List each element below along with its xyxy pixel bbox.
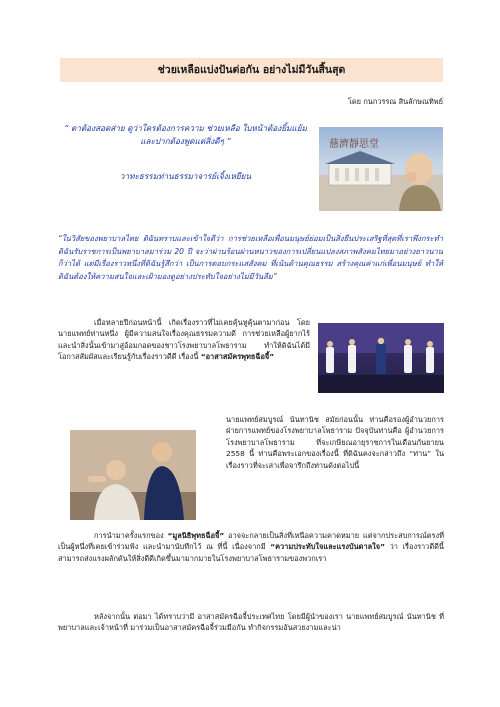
photo-stage-drawing [318, 323, 444, 393]
photo-doctor-drawing [70, 430, 196, 520]
intro-paragraph: “ในวิสัยของพยาบาลไทย ดิฉันทราบและเข้าใจดีว่า การช่วยเหลือเพื่อนมนุษย์ย่อมเป็นสิ่งยืนประเสริฐที่สุดที่เราพึงกระทำ ดิฉันรับราชการเป็นพยาบาลมาร่วม 20 ปี จะว่าผ่านร้อนผ่านหนาวของการเปลี่ยนแปลงสภาพสังคมไทยมาอย่างยาวนานก็ว่าได้ แต่มีเรื่องราวหนึ่งที่ดิฉันรู้สึกว่า เป็นการตอบกระแสสังคม ที่เน้นด้านคุณธรรม สร้างคุณค่าแก่เพื่อนมนุษย์ ทำให้ดิฉันต้องให้ความสนใจและเฝ้ามองดูอย่างประทับใจอย่างไม่มีวันลืม” [58, 234, 443, 281]
paragraph-3-text-a: การนำมาครั้งแรกของ [94, 531, 164, 540]
photo-doctor-with-patient [70, 430, 196, 520]
paragraph-4 [58, 611, 444, 634]
paragraph-3-bold-1: “มูลนิธิพุทธฉือจี้” [167, 531, 225, 540]
paragraph-1 [58, 317, 310, 363]
paragraph-4-text: หลังจากนั้น ต่อมา ได้ทราบว่ามี อาสาสมัครฉือจี้ประเทศไทย โดยมีผู้นำของเรา นายแพทย์สมบูรณ์ นันทานิช ที่พยาบาลและเจ้าหน้าที่ มาร่วมเป็นอาสาสมัครฉือจี้ร่วมมือกัน ทำกิจกรรมอันสวยงามและน่า [58, 612, 444, 633]
quote-source: วาทะธรรมท่านธรรมาจารย์เจิ้งเหยียน [119, 171, 252, 181]
quote: “ ตาต้องสอดส่าย ดูว่าใครต้องการความ ช่วยเหลือ ใบหน้าต้องยิ้มแย้ม และปากต้องพูดแต่สิ่งดีๆ ” [64, 123, 307, 147]
paragraph-1-bold: “อาสาสมัครพุทธฉือจี้” [200, 352, 275, 362]
document-title: ช่วยเหลือแบ่งปันต่อกัน อย่างไม่มีวันสิ้นสุด [60, 58, 443, 82]
photo-stage-performance [318, 323, 444, 393]
photo-monk-and-hall [319, 127, 443, 211]
paragraph-1-text: เมื่อหลายปีก่อนหน้านี้ เกิดเรื่องราวที่ไม่เคยคุ้นหูคุ้นตามาก่อน โดยนายแพทย์ท่านหนึ่ง ผู้มีความสนใจเรื่องคุณธรรมความดี การช่วยเหลือผู้ยากไร้ และนำสิ่งนั้นเข้ามาสู่อ้อมกอดของชาวโรงพยาบาลโพธาราม ทำให้ดิฉันได้มีโอกาสสัมผัสและเรียนรู้กับเรื่องราวดีดี เรื่องนี้ [58, 318, 310, 362]
paragraph-3-text-c: ว่า เรื่องราวดีดีนี้ สามารถส่งแรงผลักดันให้สิ่งดีดีเกิดขึ้นมามากมายในโรงพยาบาลโพธารามของพวกเรา [58, 542, 444, 563]
author-line: โดย กนกวรรณ สินลักษณทิพย์ [347, 97, 443, 106]
paragraph-3-bold-2: “ความประทับใจและแรงบันดาลใจ” [270, 542, 385, 552]
paragraph-3 [58, 530, 444, 564]
photo-sign-text: 慈濟靜思堂 [329, 139, 379, 150]
paragraph-2: นายแพทย์สมบูรณ์ นันทานิช สมัยก่อนนั้น ท่านคือรองผู้อำนวยการฝ่ายการแพทย์ของโรงพยาบาลโพธาราม ปัจจุบันท่านคือ ผู้อำนวยการโรงพยาบาลโพธาราม ที่จะเกษียณอายุราชการในเดือนกันยายน 2558 นี้ ท่านคือพระเอกของเรื่องนี้ ที่ดิฉันคงจะกล่าวถึง “ท่าน” ในเรื่องราวที่จะเล่าเพื่อจารึกถึงท่านดังต่อไปนี้ [226, 415, 444, 470]
photo-monk-and-hall-drawing [319, 127, 443, 211]
paragraph-3-text-b: อาจจะกลายเป็นสิ่งที่เหนือความคาดหมาย แต่จากประสบการณ์ตรงที่เป็นผู้หนึ่งที่เคยเข้าร่วมฟัง และนำมานับทึกไว้ ณ ที่นี้ เนื่องจากมี [58, 531, 444, 552]
